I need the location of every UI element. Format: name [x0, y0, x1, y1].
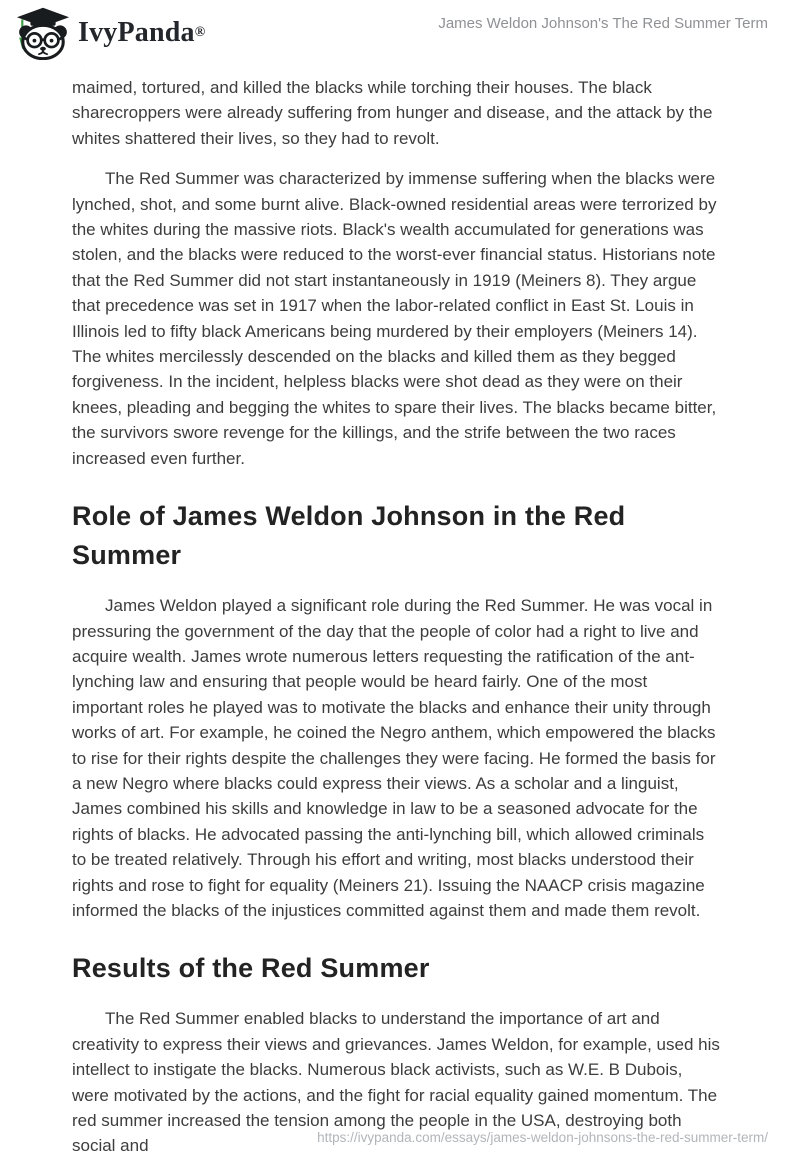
paragraph: The Red Summer was characterized by immense suffering when the blacks were lynched, shot, and some burnt alive. Black-owned residential areas were terrorized by the whites during the massive riots. Black's wealth accumulated for generations was stolen, and the blacks were reduced to the worst-ever financial status. Historians note that the Red Summer did not start instantaneously in 1919 (Meiners 8). They argue that precedence was set in 1917 when the labor-related conflict in East St. Louis in Illinois led to fifty black Americans being murdered by their employers (Meiners 14). The whites mercilessly descended on the blacks and killed them as they begged forgiveness. In the incident, helpless blacks were shot dead as they were on their knees, pleading and begging the whites to spare their lives. The blacks became bitter, the survivors swore revenge for the killings, and the strife between the two races increased even further. [72, 169, 717, 468]
essay-content [0, 66, 800, 1159]
paragraph: maimed, tortured, and killed the blacks while torching their houses. The black sharecroppers were already suffering from hunger and disease, and the attack by the whites shattered their lives, so they had to revolt. [72, 78, 713, 148]
page-header [0, 0, 800, 66]
section-heading: Results of the Red Summer [72, 953, 430, 984]
panda-graduate-icon [14, 6, 72, 60]
paragraph: The Red Summer enabled blacks to understand the importance of art and creativity to express their views and grievances. James Weldon, for example, used his intellect to instigate the blacks. Numerous black activists, such as W.E. B Dubois, were motivated by the actions, and the fight for racial equality gained momentum. The red summer increased the tension among the people in the USA, destroying both social and [72, 1009, 720, 1156]
registered-mark: ® [194, 25, 206, 40]
paragraph: James Weldon played a significant role during the Red Summer. He was vocal in pressuring the government of the day that the people of color had a right to live and acquire wealth. James wrote numerous letters requesting the ratification of the ant-lynching law and ensuring that people would be heard fairly. One of the most important roles he played was to motivate the blacks and enhance their unity through works of art. For example, he coined the Negro anthem, which empowered the blacks to rise for their rights despite the challenges they were facing. He formed the basis for a new Negro where blacks could express their views. As a scholar and a linguist, James combined his skills and knowledge in law to be a seasoned advocate for the rights of blacks. He advocated passing the anti-lynching bill, which allowed criminals to be treated relatively. Through his effort and writing, most blacks understood their rights and rose to fight for equality (Meiners 21). Issuing the NAACP crisis magazine informed the blacks of the injustices committed against them and made them revolt. [72, 596, 716, 920]
document-title: James Weldon Johnson's The Red Summer Term [438, 15, 768, 32]
logo-text: IvyPanda [78, 17, 195, 48]
section-heading: Role of James Weldon Johnson in the Red Summer [72, 501, 626, 571]
page-footer [317, 1129, 768, 1147]
source-url-link[interactable]: https://ivypanda.com/essays/james-weldon-johnsons-the-red-summer-term/ [317, 1130, 768, 1145]
ivypanda-logo [14, 6, 205, 60]
